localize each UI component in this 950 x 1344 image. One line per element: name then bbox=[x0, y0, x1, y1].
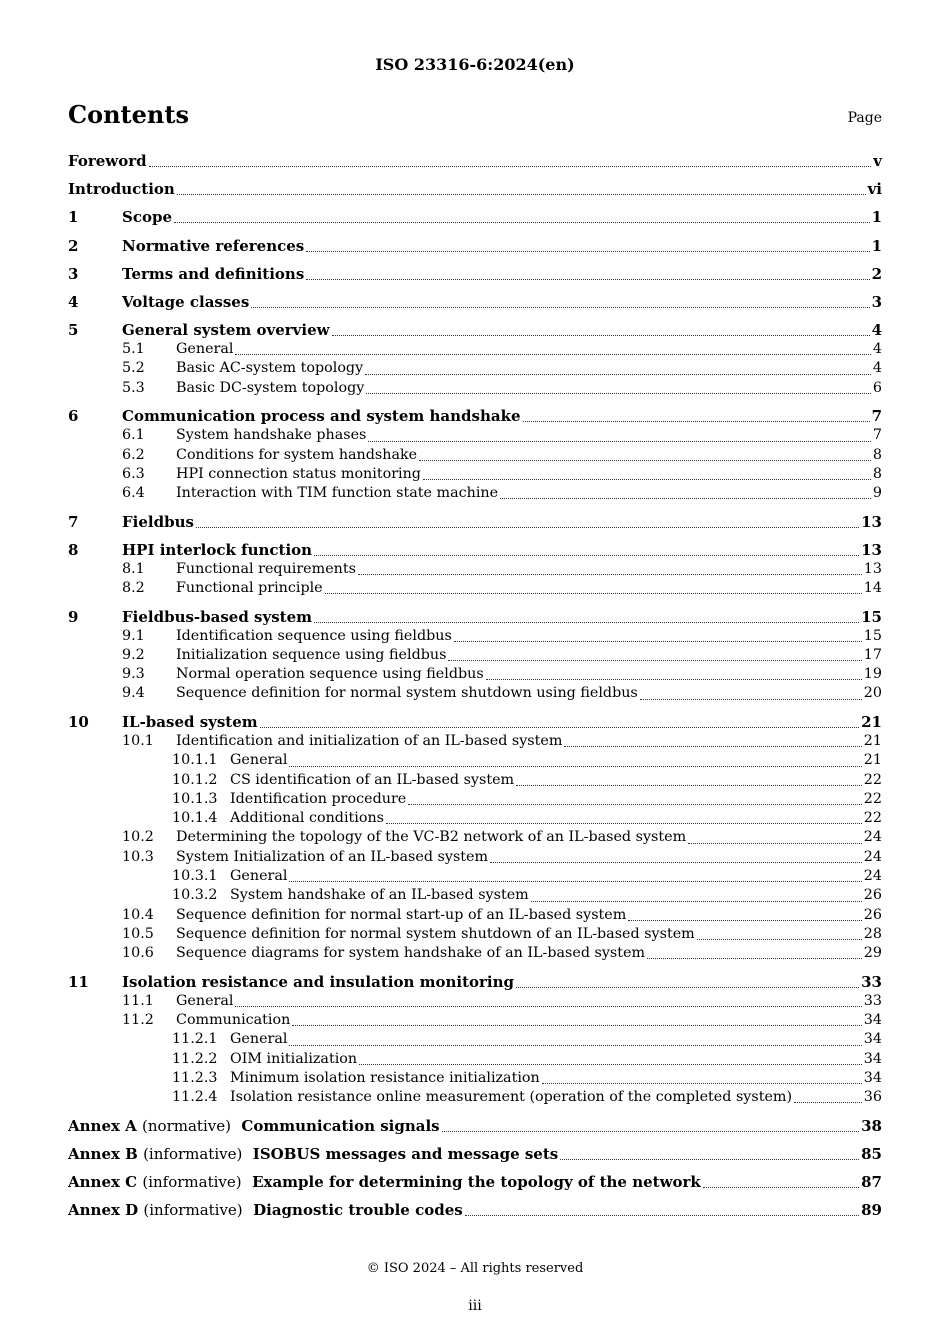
toc-clause[interactable] bbox=[68, 713, 882, 732]
toc-page-number: 33 bbox=[861, 972, 882, 991]
toc-title: Sequence definition for normal system shutdown of an IL-based system bbox=[176, 925, 695, 942]
table-of-contents bbox=[68, 152, 882, 1220]
toc-page-number: 13 bbox=[861, 512, 882, 531]
toc-leader-dots bbox=[490, 862, 862, 863]
toc-annex-heading bbox=[68, 1173, 701, 1192]
toc-number: 10.6 bbox=[122, 945, 154, 962]
toc-number: 9.4 bbox=[122, 685, 145, 702]
toc-page-number: 1 bbox=[871, 236, 882, 255]
toc-subclause[interactable] bbox=[68, 848, 882, 867]
toc-page-number: 26 bbox=[863, 906, 882, 923]
toc-number: 11.1 bbox=[122, 992, 154, 1009]
toc-title: Sequence diagrams for system handshake of an IL-based system bbox=[176, 945, 646, 962]
annex-label: Annex D bbox=[68, 1201, 139, 1220]
toc-number: 10.5 bbox=[122, 925, 154, 942]
toc-leader-dots bbox=[368, 441, 871, 442]
toc-page-number: 24 bbox=[863, 829, 882, 846]
toc-title: Additional conditions bbox=[230, 810, 384, 827]
toc-page-number: 17 bbox=[863, 646, 882, 663]
toc-leader-dots bbox=[235, 354, 870, 355]
toc-number: 6.4 bbox=[122, 485, 145, 502]
toc-page-number: 34 bbox=[863, 1069, 882, 1086]
toc-leader-dots bbox=[486, 679, 862, 680]
page-column-label: Page bbox=[847, 110, 882, 126]
toc-number: 6.2 bbox=[122, 446, 145, 463]
toc-page-number: 33 bbox=[863, 992, 882, 1009]
toc-title: Scope bbox=[122, 208, 173, 227]
toc-leader-dots bbox=[500, 498, 871, 499]
toc-title: Voltage classes bbox=[122, 292, 250, 311]
toc-clause[interactable] bbox=[68, 293, 882, 312]
toc-page-number: 8 bbox=[872, 465, 882, 482]
toc-title: Normative references bbox=[122, 236, 305, 255]
toc-clause[interactable] bbox=[68, 407, 882, 426]
annex-type: (informative) bbox=[143, 1201, 243, 1220]
toc-leader-dots bbox=[560, 1159, 859, 1160]
toc-leader-dots bbox=[647, 958, 862, 959]
toc-page-number: 8 bbox=[872, 446, 882, 463]
toc-subclause[interactable] bbox=[68, 426, 882, 445]
annex-title: ISOBUS messages and message sets bbox=[252, 1144, 559, 1163]
toc-leader-dots bbox=[564, 746, 861, 747]
toc-title: Conditions for system handshake bbox=[176, 446, 418, 463]
toc-leader-dots bbox=[465, 1215, 859, 1216]
toc-page-number: 4 bbox=[871, 321, 882, 340]
annex-label: Annex A bbox=[68, 1116, 137, 1135]
toc-title: General bbox=[230, 1031, 288, 1048]
toc-title: Identification and initialization of an IL-based system bbox=[176, 732, 563, 749]
toc-annex-heading bbox=[68, 1201, 463, 1220]
toc-page-number: 2 bbox=[871, 264, 882, 283]
toc-subsubclause[interactable] bbox=[68, 1088, 882, 1107]
toc-title: CS identification of an IL-based system bbox=[230, 771, 515, 788]
toc-leader-dots bbox=[332, 335, 870, 336]
toc-number: 8.1 bbox=[122, 560, 145, 577]
toc-page-number: 3 bbox=[871, 292, 882, 311]
toc-number: 9.2 bbox=[122, 646, 145, 663]
toc-leader-dots bbox=[289, 766, 861, 767]
toc-page-number: 7 bbox=[871, 407, 882, 426]
toc-subclause[interactable] bbox=[68, 579, 882, 598]
toc-leader-dots bbox=[697, 939, 862, 940]
toc-title: Identification procedure bbox=[230, 790, 407, 807]
toc-subclause[interactable] bbox=[68, 1011, 882, 1030]
toc-title: Initialization sequence using fieldbus bbox=[176, 646, 447, 663]
toc-title: Functional requirements bbox=[176, 560, 356, 577]
toc-page-number: 26 bbox=[863, 887, 882, 904]
toc-page-number: 6 bbox=[872, 379, 882, 396]
toc-title: Basic DC-system topology bbox=[176, 379, 365, 396]
toc-title: Communication bbox=[176, 1011, 291, 1028]
toc-title: General bbox=[230, 752, 288, 769]
toc-number: 8.2 bbox=[122, 580, 145, 597]
toc-number: 10.1.2 bbox=[172, 771, 218, 788]
toc-subclause[interactable] bbox=[68, 665, 882, 684]
toc-leader-dots bbox=[314, 622, 859, 623]
toc-title: System Initialization of an IL-based system bbox=[176, 848, 489, 865]
toc-clause[interactable] bbox=[68, 208, 882, 227]
toc-page-number: 36 bbox=[863, 1089, 882, 1106]
toc-page-number: v bbox=[873, 152, 882, 170]
toc-title: Minimum isolation resistance initialization bbox=[230, 1069, 540, 1086]
toc-annex[interactable] bbox=[68, 1173, 882, 1192]
toc-page-number: 24 bbox=[863, 848, 882, 865]
toc-number: 10.3.1 bbox=[172, 868, 218, 884]
toc-subsubclause[interactable] bbox=[68, 1069, 882, 1088]
toc-number: 9 bbox=[68, 607, 79, 626]
toc-number: 11.2.1 bbox=[172, 1031, 218, 1048]
toc-title: Normal operation sequence using fieldbus bbox=[176, 666, 484, 683]
toc-clause[interactable] bbox=[68, 541, 882, 560]
toc-number: 6 bbox=[68, 407, 79, 426]
toc-title: Introduction bbox=[68, 180, 175, 199]
toc-subclause[interactable] bbox=[68, 359, 882, 378]
toc-leader-dots bbox=[235, 1006, 861, 1007]
toc-leader-dots bbox=[325, 593, 862, 594]
toc-subclause[interactable] bbox=[68, 627, 882, 646]
toc-page-number: vi bbox=[867, 180, 882, 199]
toc-title: OIM initialization bbox=[230, 1050, 358, 1067]
toc-leader-dots bbox=[419, 460, 871, 461]
annex-title: Communication signals bbox=[241, 1116, 440, 1135]
toc-leader-dots bbox=[442, 1131, 860, 1132]
toc-subclause[interactable] bbox=[68, 484, 882, 503]
annex-type: (informative) bbox=[142, 1173, 242, 1192]
toc-number: 7 bbox=[68, 512, 79, 531]
toc-title: Interaction with TIM function state machine bbox=[176, 485, 499, 502]
toc-page-number: 22 bbox=[863, 810, 882, 827]
toc-page-number: 21 bbox=[861, 712, 882, 731]
toc-annex[interactable] bbox=[68, 1201, 882, 1220]
toc-number: 5 bbox=[68, 321, 79, 340]
toc-page-number: 14 bbox=[863, 580, 882, 597]
toc-leader-dots bbox=[454, 641, 862, 642]
toc-title: Isolation resistance online measurement (operation of the completed system) bbox=[230, 1089, 793, 1106]
toc-page-number: 24 bbox=[863, 868, 882, 884]
toc-leader-dots bbox=[358, 574, 862, 575]
toc-title: Sequence definition for normal system shutdown using fieldbus bbox=[176, 685, 638, 702]
toc-title: Foreword bbox=[68, 152, 147, 170]
toc-leader-dots bbox=[366, 393, 871, 394]
toc-subclause[interactable] bbox=[68, 379, 882, 398]
toc-title: General bbox=[230, 868, 288, 884]
annex-label: Annex C bbox=[68, 1173, 138, 1192]
toc-page-number: 13 bbox=[863, 560, 882, 577]
toc-page-number: 9 bbox=[872, 485, 882, 502]
toc-leader-dots bbox=[196, 527, 859, 528]
toc-page-number: 7 bbox=[872, 427, 882, 444]
toc-title: Sequence definition for normal start-up of an IL-based system bbox=[176, 906, 627, 923]
toc-number: 8 bbox=[68, 540, 79, 559]
toc-subsubclause[interactable] bbox=[68, 886, 882, 905]
toc-page-number: 34 bbox=[863, 1050, 882, 1067]
toc-number: 2 bbox=[68, 236, 79, 255]
toc-subclause[interactable] bbox=[68, 992, 882, 1011]
toc-leader-dots bbox=[640, 699, 862, 700]
toc-clause[interactable] bbox=[68, 152, 882, 171]
toc-clause[interactable] bbox=[68, 973, 882, 992]
toc-number: 10.1.4 bbox=[172, 810, 218, 827]
toc-leader-dots bbox=[423, 479, 871, 480]
toc-page-number: 85 bbox=[861, 1144, 882, 1163]
toc-leader-dots bbox=[542, 1083, 862, 1084]
toc-subclause[interactable] bbox=[68, 732, 882, 751]
toc-title: Basic AC-system topology bbox=[176, 360, 364, 377]
toc-subclause[interactable] bbox=[68, 560, 882, 579]
toc-annex[interactable] bbox=[68, 1145, 882, 1164]
annex-type: (normative) bbox=[142, 1116, 231, 1135]
toc-number: 5.3 bbox=[122, 379, 145, 396]
toc-title: Isolation resistance and insulation monitoring bbox=[122, 972, 515, 991]
toc-subsubclause[interactable] bbox=[68, 771, 882, 790]
toc-title: Communication process and system handshake bbox=[122, 407, 521, 426]
toc-leader-dots bbox=[289, 881, 861, 882]
toc-subclause[interactable] bbox=[68, 684, 882, 703]
toc-page-number: 1 bbox=[871, 208, 882, 227]
toc-subclause[interactable] bbox=[68, 646, 882, 665]
toc-leader-dots bbox=[448, 660, 861, 661]
toc-subclause[interactable] bbox=[68, 828, 882, 847]
toc-page-number: 4 bbox=[872, 360, 882, 377]
toc-number: 9.3 bbox=[122, 666, 145, 683]
toc-page-number: 29 bbox=[863, 945, 882, 962]
toc-page-number: 22 bbox=[863, 790, 882, 807]
toc-leader-dots bbox=[516, 785, 862, 786]
toc-leader-dots bbox=[703, 1187, 859, 1188]
toc-leader-dots bbox=[365, 374, 871, 375]
toc-clause[interactable] bbox=[68, 513, 882, 532]
toc-title: Determining the topology of the VC-B2 network of an IL-based system bbox=[176, 829, 687, 846]
toc-leader-dots bbox=[174, 222, 870, 223]
toc-page-number: 21 bbox=[863, 732, 882, 749]
annex-title: Example for determining the topology of the network bbox=[252, 1173, 701, 1192]
page-number: iii bbox=[468, 1298, 482, 1314]
toc-subclause[interactable] bbox=[68, 906, 882, 925]
toc-clause[interactable] bbox=[68, 237, 882, 256]
toc-leader-dots bbox=[516, 987, 859, 988]
toc-subsubclause[interactable] bbox=[68, 1030, 882, 1049]
toc-leader-dots bbox=[306, 279, 869, 280]
toc-page-number: 13 bbox=[861, 540, 882, 559]
toc-number: 10.2 bbox=[122, 829, 154, 846]
toc-title: Terms and definitions bbox=[122, 264, 305, 283]
toc-annex[interactable] bbox=[68, 1117, 882, 1136]
toc-subsubclause[interactable] bbox=[68, 1050, 882, 1069]
toc-subsubclause[interactable] bbox=[68, 809, 882, 828]
toc-page-number: 38 bbox=[861, 1116, 882, 1135]
toc-page-number: 28 bbox=[863, 925, 882, 942]
toc-leader-dots bbox=[177, 194, 866, 195]
toc-clause[interactable] bbox=[68, 180, 882, 199]
toc-title: System handshake phases bbox=[176, 427, 367, 444]
toc-leader-dots bbox=[688, 843, 862, 844]
toc-number: 9.1 bbox=[122, 627, 145, 644]
toc-number: 11.2.3 bbox=[172, 1069, 218, 1086]
toc-number: 5.2 bbox=[122, 360, 145, 377]
annex-title: Diagnostic trouble codes bbox=[253, 1201, 463, 1220]
toc-number: 10.1 bbox=[122, 732, 154, 749]
toc-number: 11.2.4 bbox=[172, 1089, 218, 1106]
toc-number: 10.3.2 bbox=[172, 887, 218, 904]
toc-leader-dots bbox=[359, 1064, 862, 1065]
toc-leader-dots bbox=[314, 555, 859, 556]
toc-title: General bbox=[176, 992, 234, 1009]
toc-page-number: 87 bbox=[861, 1173, 882, 1192]
toc-title: Fieldbus-based system bbox=[122, 607, 312, 626]
toc-leader-dots bbox=[251, 307, 869, 308]
toc-leader-dots bbox=[523, 421, 870, 422]
toc-subsubclause[interactable] bbox=[68, 867, 882, 886]
toc-leader-dots bbox=[289, 1045, 861, 1046]
toc-leader-dots bbox=[531, 901, 862, 902]
toc-page-number: 4 bbox=[872, 341, 882, 358]
toc-page-number: 15 bbox=[861, 607, 882, 626]
toc-page-number: 21 bbox=[863, 752, 882, 769]
toc-page-number: 89 bbox=[861, 1201, 882, 1220]
copyright-footer: © ISO 2024 – All rights reserved bbox=[366, 1261, 584, 1276]
toc-number: 10.4 bbox=[122, 906, 154, 923]
toc-subclause[interactable] bbox=[68, 465, 882, 484]
toc-clause[interactable] bbox=[68, 608, 882, 627]
toc-subsubclause[interactable] bbox=[68, 790, 882, 809]
toc-number: 6.1 bbox=[122, 427, 145, 444]
page-title: Contents bbox=[68, 100, 189, 129]
toc-page-number: 34 bbox=[863, 1011, 882, 1028]
toc-title: IL-based system bbox=[122, 712, 258, 731]
toc-number: 6.3 bbox=[122, 465, 145, 482]
toc-number: 1 bbox=[68, 208, 79, 227]
toc-number: 5.1 bbox=[122, 341, 145, 358]
annex-label: Annex B bbox=[68, 1144, 138, 1163]
toc-page-number: 22 bbox=[863, 771, 882, 788]
toc-subsubclause[interactable] bbox=[68, 751, 882, 770]
toc-leader-dots bbox=[408, 804, 862, 805]
toc-subclause[interactable] bbox=[68, 340, 882, 359]
toc-number: 11.2 bbox=[122, 1011, 154, 1028]
toc-leader-dots bbox=[628, 920, 861, 921]
document-id-header: ISO 23316-6:2024(en) bbox=[375, 55, 575, 74]
toc-clause[interactable] bbox=[68, 321, 882, 340]
toc-leader-dots bbox=[260, 727, 859, 728]
toc-annex-heading bbox=[68, 1117, 440, 1136]
toc-leader-dots bbox=[794, 1102, 862, 1103]
toc-title: Identification sequence using fieldbus bbox=[176, 627, 452, 644]
toc-title: Functional principle bbox=[176, 580, 323, 597]
toc-clause[interactable] bbox=[68, 265, 882, 284]
toc-leader-dots bbox=[386, 823, 862, 824]
toc-title: HPI interlock function bbox=[122, 540, 313, 559]
toc-subclause[interactable] bbox=[68, 925, 882, 944]
toc-title: General bbox=[176, 341, 234, 358]
annex-type: (informative) bbox=[143, 1144, 243, 1163]
toc-page-number: 34 bbox=[863, 1031, 882, 1048]
toc-annex-heading bbox=[68, 1145, 558, 1164]
toc-leader-dots bbox=[306, 251, 869, 252]
toc-number: 10 bbox=[68, 712, 89, 731]
toc-title: General system overview bbox=[122, 321, 330, 340]
toc-leader-dots bbox=[292, 1025, 861, 1026]
toc-subclause[interactable] bbox=[68, 944, 882, 963]
toc-number: 10.1.1 bbox=[172, 752, 218, 769]
toc-page-number: 20 bbox=[863, 685, 882, 702]
toc-leader-dots bbox=[149, 166, 872, 167]
toc-title: Fieldbus bbox=[122, 512, 194, 531]
toc-subclause[interactable] bbox=[68, 446, 882, 465]
toc-title: HPI connection status monitoring bbox=[176, 465, 421, 482]
toc-number: 3 bbox=[68, 264, 79, 283]
toc-page-number: 15 bbox=[863, 627, 882, 644]
toc-number: 11.2.2 bbox=[172, 1050, 218, 1067]
toc-number: 10.1.3 bbox=[172, 790, 218, 807]
toc-number: 4 bbox=[68, 292, 79, 311]
toc-page-number: 19 bbox=[863, 666, 882, 683]
toc-title: System handshake of an IL-based system bbox=[230, 887, 529, 904]
toc-number: 10.3 bbox=[122, 848, 154, 865]
toc-number: 11 bbox=[68, 972, 89, 991]
